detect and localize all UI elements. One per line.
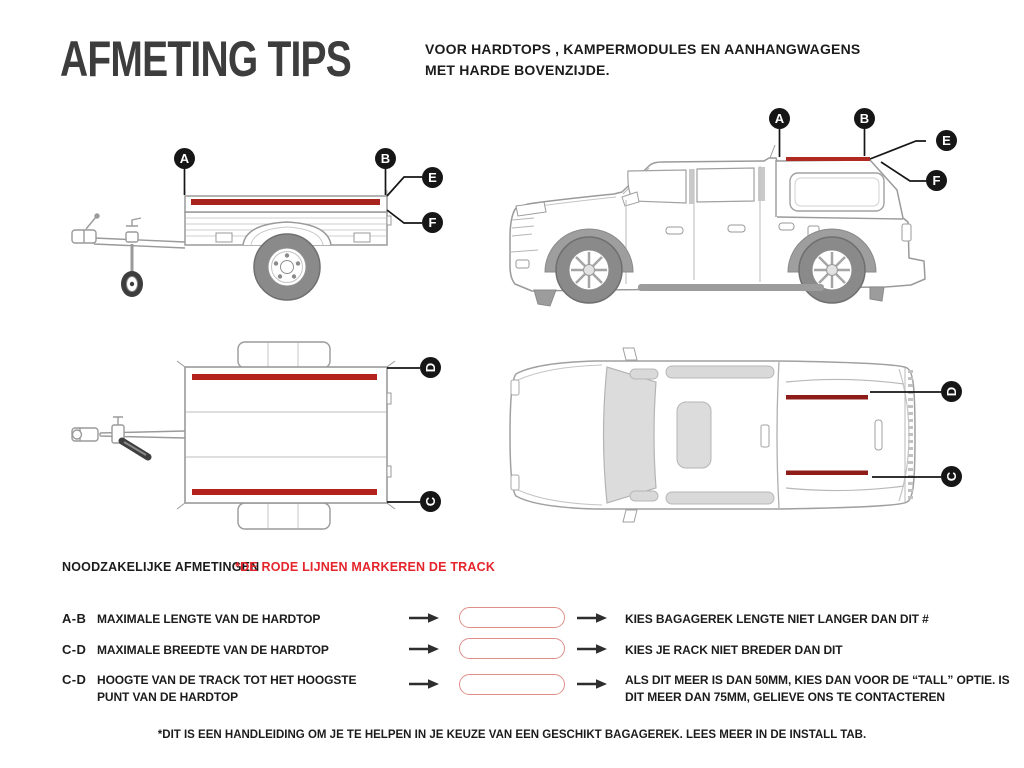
marker-b-truck-side: B [854,108,875,129]
truck-top-view-drawing [480,340,1010,540]
row-description: MAXIMALE LENGTE VAN DE HARDTOP [97,612,321,626]
section-title: NOODZAKELIJKE AFMETINGEN [62,560,260,574]
measure-value-box [459,674,565,695]
row-advice: ALS DIT MEER IS DAN 50MM, KIES DAN VOOR DE “TALL” OPTIE. IS DIT MEER DAN 75MM, GELIEVE ONS TE CONTACTEREN [625,673,1010,704]
row-advice: KIES BAGAGEREK LENGTE NIET LANGER DAN DIT # [625,612,929,626]
arrow-right-icon [408,612,440,624]
track-line-red [786,395,868,400]
marker-b-trailer-side: B [375,148,396,169]
track-line-red [192,489,377,495]
subtitle-line-1: VOOR HARDTOPS , KAMPERMODULES EN AANHANGWAGENS [425,41,861,57]
marker-d-truck-top: D [941,381,962,402]
running-board [638,284,824,291]
arrow-right-icon [408,643,440,655]
marker-e-trailer-side: E [422,167,443,188]
marker-f-trailer-side: F [422,212,443,233]
page-subtitle [425,39,860,81]
page-title: AFMETING TIPS [60,31,352,87]
row-code: A-B [62,611,87,626]
marker-d-trailer-top: D [420,357,441,378]
measure-value-box [459,607,565,628]
marker-c-truck-top: C [941,466,962,487]
track-line-red [192,374,377,380]
track-line-red [786,471,868,476]
marker-a-truck-side: A [769,108,790,129]
rear-wheel [799,237,865,303]
marker-e-truck-side: E [936,130,957,151]
marker-a-trailer-side: A [174,148,195,169]
arrow-right-icon [576,612,608,624]
row-code: C-D [62,642,87,657]
arrow-right-icon [408,678,440,690]
truck-side-view-drawing [470,100,1010,320]
front-wheel [556,237,622,303]
arrow-right-icon [576,643,608,655]
track-line-red [786,157,870,161]
footer-note: *DIT IS EEN HANDLEIDING OM JE TE HELPEN IN JE KEUZE VAN EEN GESCHIKT BAGAGEREK. LEES MEER IN DE INSTALL TAB. [157,729,867,741]
row-advice: KIES JE RACK NIET BREDER DAN DIT [625,643,843,657]
sunroof [677,402,711,468]
trailer-top-view-drawing [60,335,470,545]
leader-lines [387,368,420,502]
subtitle-line-2: MET HARDE BOVENZIJDE. [425,62,610,78]
red-lines-note: *DE RODE LIJNEN MARKEREN DE TRACK [235,560,496,574]
marker-f-truck-side: F [926,170,947,191]
arrow-right-icon [576,678,608,690]
row-code: C-D [62,672,87,687]
row-description: HOOGTE VAN DE TRACK TOT HET HOOGSTE PUNT VAN DE HARDTOP [97,673,357,704]
track-line-red [191,199,380,205]
marker-c-trailer-top: C [420,491,441,512]
measure-value-box [459,638,565,659]
row-description: MAXIMALE BREEDTE VAN DE HARDTOP [97,643,329,657]
trailer-side-view-drawing [40,120,470,330]
